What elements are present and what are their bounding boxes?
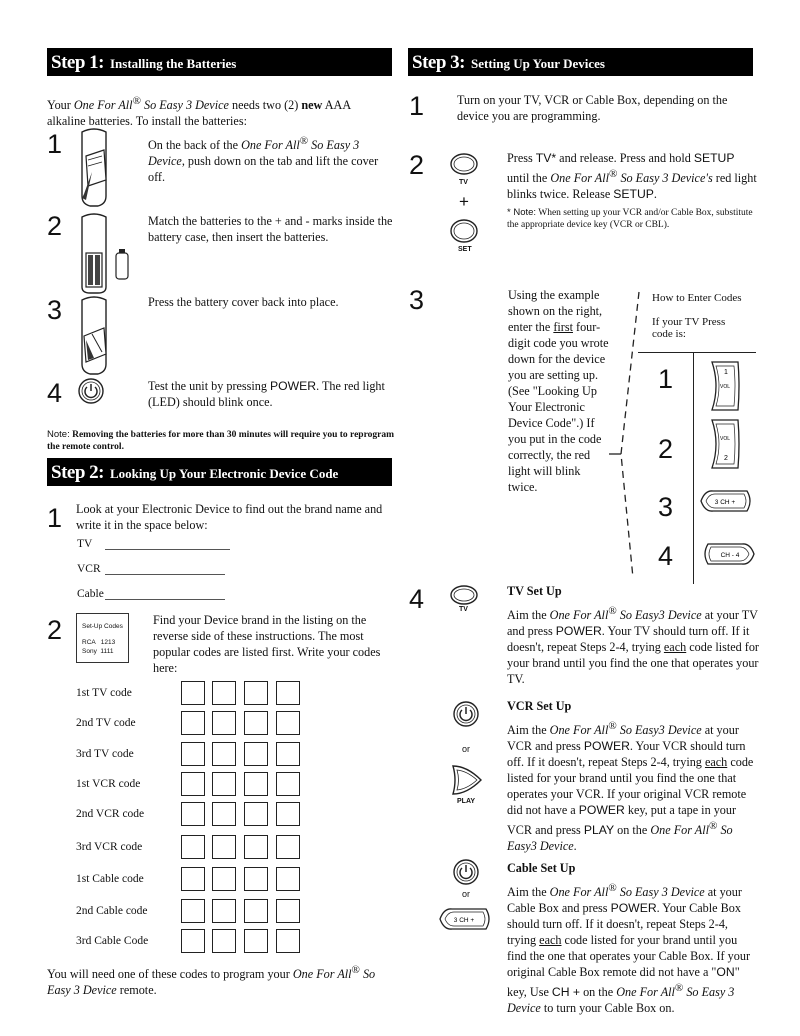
or-label: or bbox=[462, 889, 471, 899]
step1-header bbox=[47, 48, 392, 76]
step1-title: Installing the Batteries bbox=[109, 56, 237, 71]
code-digit-box[interactable] bbox=[181, 772, 205, 796]
code-table-digit: 1 bbox=[658, 364, 674, 394]
brand-field-label-tv: TV bbox=[77, 538, 93, 550]
code-table-digit: 4 bbox=[658, 541, 674, 571]
step3-note: * Note: When setting up your VCR and/or Cable Box, substitute the appropriate device key (VCR or CBL). bbox=[507, 207, 753, 230]
code-digit-box[interactable] bbox=[244, 711, 268, 735]
code-row-label: 1st Cable code bbox=[76, 873, 144, 885]
ch-up-label: 3 CH + bbox=[714, 499, 736, 506]
step2-footer: You will need one of these codes to program your One For All® So Easy 3 Device remote. bbox=[47, 964, 376, 998]
setup-codes-card-row: RCA 1213 bbox=[82, 639, 116, 646]
code-row-label: 2nd VCR code bbox=[76, 808, 145, 820]
code-digit-box[interactable] bbox=[212, 899, 236, 923]
remote-back-cover-off-illustration bbox=[74, 128, 114, 210]
code-digit-box[interactable] bbox=[181, 835, 205, 859]
vol-up-key-icon bbox=[704, 358, 744, 414]
code-digit-box[interactable] bbox=[276, 772, 300, 796]
step1-item1-number: 1 bbox=[47, 129, 63, 159]
ch-up-key-icon bbox=[697, 488, 755, 514]
or-label: or bbox=[462, 744, 471, 754]
ch-up-key-icon bbox=[436, 906, 494, 932]
code-digit-box[interactable] bbox=[212, 742, 236, 766]
step3-item1-text: Turn on your TV, VCR or Cable Box, depending on the device you are programming. bbox=[457, 93, 728, 123]
code-row-label: 1st VCR code bbox=[76, 778, 141, 790]
step3-header bbox=[408, 48, 753, 76]
cable-setup-text: Aim the One For All® So Easy 3 Device at your Cable Box and press POWER. Your Cable Box should turn off. If it doesn't, repeat Steps 2-4, trying each code listed for your brand until you find the one that operates your Cable Box. If your original Cable Box remote did not have a "ON" key, Use CH + on the One For All® So Easy 3 Device to turn your Cable Box on. bbox=[507, 882, 751, 1016]
code-digit-box[interactable] bbox=[276, 802, 300, 826]
step3-item1-number: 1 bbox=[409, 91, 425, 121]
tv-key-label: TV bbox=[459, 606, 468, 613]
code-digit-box[interactable] bbox=[181, 899, 205, 923]
step3-title: Setting Up Your Devices bbox=[470, 56, 605, 71]
step2-number: Step 2: bbox=[51, 462, 104, 483]
battery-insert-illustration bbox=[74, 213, 134, 295]
code-digit-box[interactable] bbox=[276, 711, 300, 735]
code-digit-box[interactable] bbox=[244, 929, 268, 953]
step1-item2-text: Match the batteries to the + and - marks inside the battery case, then insert the batteries. bbox=[148, 214, 393, 244]
vcr-setup-title: VCR Set Up bbox=[507, 699, 572, 713]
plus-sign: + bbox=[459, 192, 469, 211]
code-digit-box[interactable] bbox=[244, 835, 268, 859]
brand-field-line-tv[interactable] bbox=[105, 549, 230, 550]
tv-setup-text: Aim the One For All® So Easy3 Device at your TV and press POWER. Your TV should turn off. If it doesn't, repeat Steps 2-4, trying each code listed for your brand until you find the one that operates your TV. bbox=[507, 605, 759, 687]
code-table-title: How to Enter Codes bbox=[652, 292, 742, 304]
step2-header bbox=[47, 458, 392, 486]
code-table-digit: 3 bbox=[658, 492, 674, 522]
code-table-digit: 2 bbox=[658, 434, 674, 464]
code-digit-box[interactable] bbox=[212, 802, 236, 826]
setup-codes-card bbox=[76, 613, 129, 663]
code-digit-box[interactable] bbox=[212, 711, 236, 735]
step3-item4-number: 4 bbox=[409, 584, 425, 614]
step1-intro: Your One For All® So Easy 3 Device needs two (2) new AAA alkaline batteries. To install the batteries: bbox=[47, 95, 351, 129]
code-digit-box[interactable] bbox=[212, 867, 236, 891]
tv-setup-title: TV Set Up bbox=[507, 584, 562, 598]
code-digit-box[interactable] bbox=[181, 681, 205, 705]
step2-item1-number: 1 bbox=[47, 503, 63, 533]
brand-field-label-cable: Cable bbox=[77, 588, 104, 600]
code-digit-box[interactable] bbox=[244, 867, 268, 891]
step2-item1-text: Look at your Electronic Device to find out the brand name and write it in the space below: bbox=[76, 502, 383, 532]
power-button-icon bbox=[77, 377, 105, 405]
step3-item3-number: 3 bbox=[409, 285, 425, 315]
step3-item2-text: Press TV* and release. Press and hold SETUP until the One For All® So Easy 3 Device's red light blinks twice. Release SETUP. bbox=[507, 151, 757, 202]
play-key-icon bbox=[449, 762, 485, 798]
code-digit-box[interactable] bbox=[212, 772, 236, 796]
ch-down-key-icon bbox=[700, 541, 758, 567]
code-digit-box[interactable] bbox=[212, 835, 236, 859]
brand-field-label-vcr: VCR bbox=[77, 563, 101, 575]
code-digit-box[interactable] bbox=[244, 802, 268, 826]
setup-codes-card-title: Set-Up Codes bbox=[82, 623, 123, 630]
vcr-setup-text: Aim the One For All® So Easy3 Device at your VCR and press POWER. Your VCR should turn off. If it doesn't, repeat Steps 2-4, trying each code listed for your brand until you find the one that operates your VCR. If your original VCR remote did not have a POWER key, put a tape in your VCR and press PLAY on the One For All® So Easy3 Device. bbox=[507, 720, 754, 854]
step2-item2-text: Find your Device brand in the listing on the reverse side of these instructions. The most popular codes are listed first. Write your codes here: bbox=[153, 613, 381, 675]
code-digit-box[interactable] bbox=[276, 742, 300, 766]
code-row-label: 2nd TV code bbox=[76, 717, 136, 729]
step1-item3-text: Press the battery cover back into place. bbox=[148, 295, 339, 309]
vol-down-key-icon bbox=[704, 416, 744, 472]
code-table-header-rule bbox=[638, 352, 756, 353]
code-digit-box[interactable] bbox=[276, 681, 300, 705]
code-digit-box[interactable] bbox=[181, 867, 205, 891]
code-digit-box[interactable] bbox=[181, 802, 205, 826]
code-row-label: 3rd Cable Code bbox=[76, 935, 149, 947]
code-row-label: 3rd TV code bbox=[76, 748, 134, 760]
vol-down-label: VOL bbox=[719, 436, 731, 442]
play-key-label: PLAY bbox=[457, 798, 476, 805]
tv-key-icon bbox=[449, 152, 479, 192]
code-digit-box[interactable] bbox=[244, 772, 268, 796]
code-digit-box[interactable] bbox=[276, 835, 300, 859]
power-button-icon bbox=[452, 700, 480, 728]
setup-codes-card-row: Sony 1111 bbox=[82, 648, 114, 655]
tv-key-label: TV bbox=[459, 179, 468, 186]
replace-cover-illustration bbox=[74, 296, 114, 376]
brand-field-line-cable[interactable] bbox=[105, 599, 225, 600]
dashed-bracket bbox=[605, 290, 645, 580]
step1-item4-number: 4 bbox=[47, 378, 63, 408]
step1-item1-text: On the back of the One For All® So Easy 3 Device, push down on the tab and lift the cover off. bbox=[148, 135, 379, 185]
brand-field-line-vcr[interactable] bbox=[105, 574, 225, 575]
code-digit-box[interactable] bbox=[212, 681, 236, 705]
vol-down-digit: 2 bbox=[724, 455, 728, 462]
power-button-icon bbox=[452, 858, 480, 886]
code-digit-box[interactable] bbox=[244, 681, 268, 705]
set-key-label: SET bbox=[458, 246, 472, 253]
step3-item2-number: 2 bbox=[409, 150, 425, 180]
code-digit-box[interactable] bbox=[181, 742, 205, 766]
code-digit-box[interactable] bbox=[276, 899, 300, 923]
step2-title: Looking Up Your Electronic Device Code bbox=[109, 466, 339, 481]
setup-key-icon bbox=[449, 218, 479, 248]
cable-setup-title: Cable Set Up bbox=[507, 861, 576, 875]
step1-item2-number: 2 bbox=[47, 211, 63, 241]
code-row-label: 2nd Cable code bbox=[76, 905, 148, 917]
code-table-subtitle: If your TV Press code is: bbox=[652, 316, 726, 340]
code-digit-box[interactable] bbox=[244, 742, 268, 766]
step1-item3-number: 3 bbox=[47, 295, 63, 325]
code-row-label: 3rd VCR code bbox=[76, 841, 143, 853]
code-digit-box[interactable] bbox=[244, 899, 268, 923]
code-digit-box[interactable] bbox=[276, 929, 300, 953]
code-digit-box[interactable] bbox=[212, 929, 236, 953]
step3-number: Step 3: bbox=[412, 52, 465, 73]
code-digit-box[interactable] bbox=[181, 711, 205, 735]
code-digit-box[interactable] bbox=[276, 867, 300, 891]
vol-up-label: VOL bbox=[719, 384, 731, 390]
step1-item4-text: Test the unit by pressing POWER. The red light (LED) should blink once. bbox=[148, 379, 385, 409]
code-digit-box[interactable] bbox=[181, 929, 205, 953]
step2-item2-number: 2 bbox=[47, 615, 63, 645]
step3-item3-text: Using the example shown on the right, enter the first four-digit code you wrote down for the device you are setting up. (See "Looking Up Your Electronic Device Code".) If you put in the code correctly, the red light will blink twice. bbox=[508, 288, 609, 494]
vol-up-digit: 1 bbox=[724, 369, 728, 376]
code-table-vertical-rule bbox=[693, 352, 694, 584]
ch-up-label: 3 CH + bbox=[453, 917, 475, 924]
ch-down-label: CH - 4 bbox=[720, 552, 740, 559]
step1-number: Step 1: bbox=[51, 52, 104, 73]
step1-note: Note: Removing the batteries for more than 30 minutes will require you to reprogram the remote control. bbox=[47, 429, 395, 452]
code-row-label: 1st TV code bbox=[76, 687, 132, 699]
